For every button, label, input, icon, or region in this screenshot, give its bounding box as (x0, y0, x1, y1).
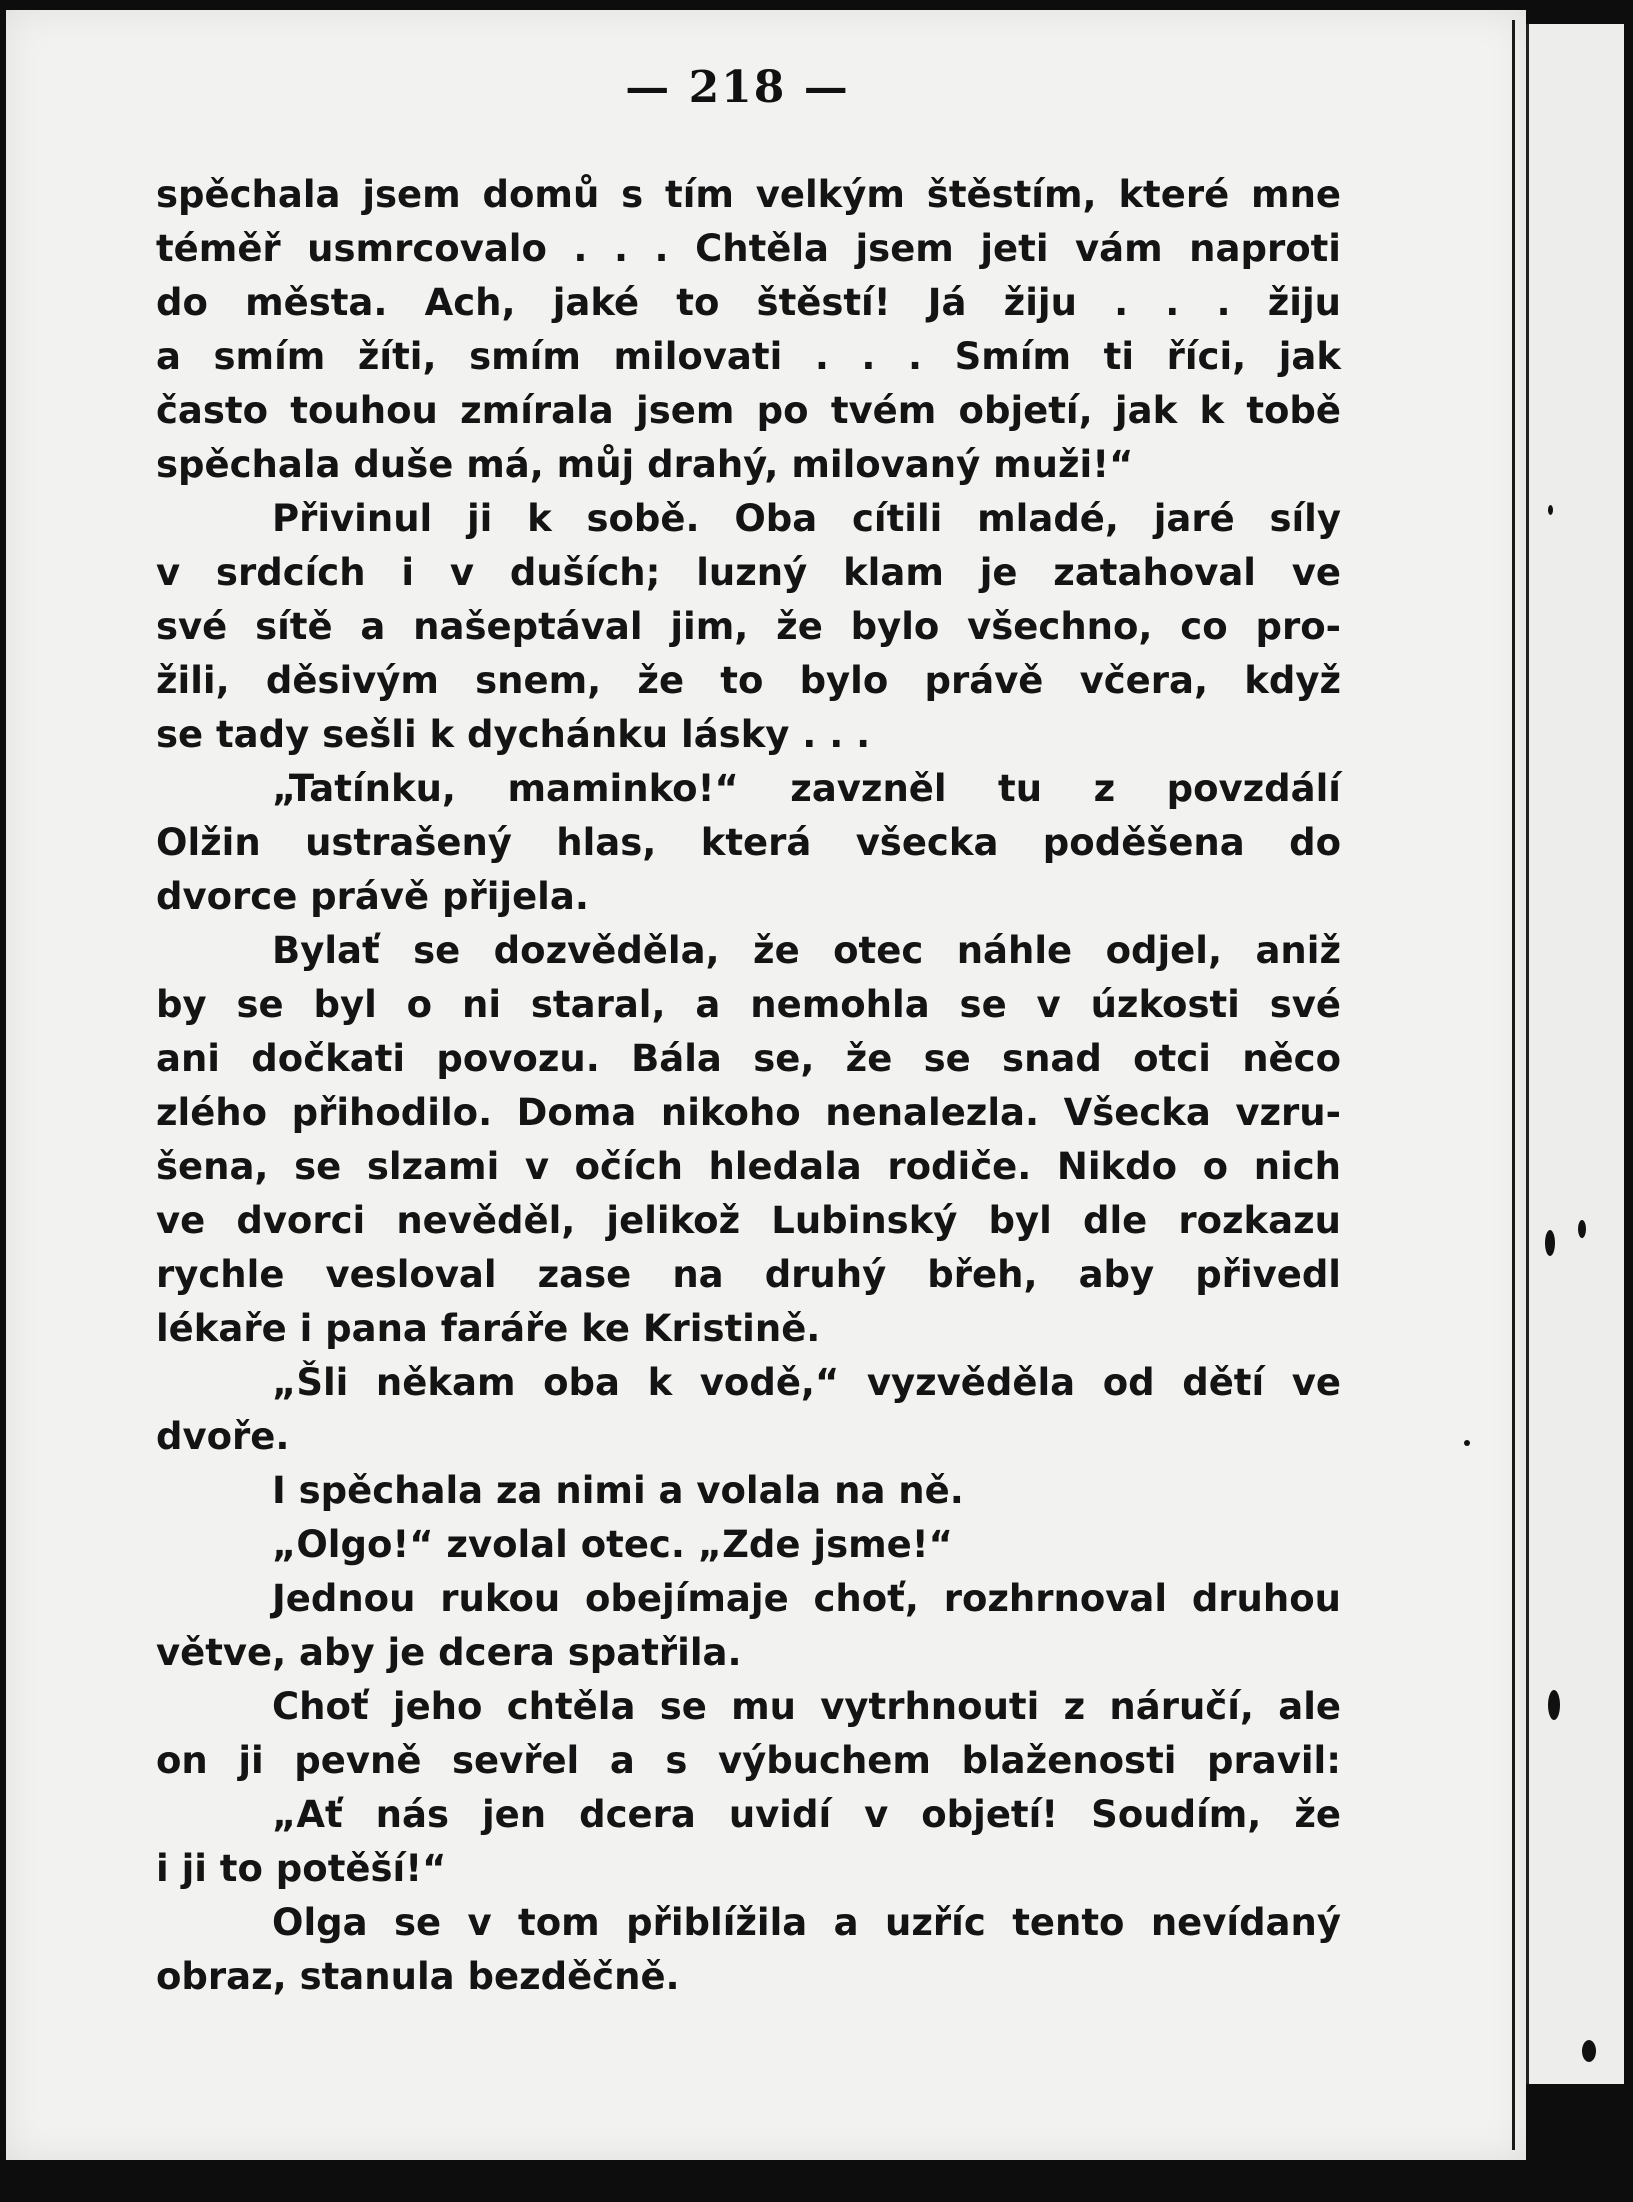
text-line: a smím žíti, smím milovati . . . Smím ti říci, jak (156, 335, 1341, 378)
text-line: Olga se v tom přiblížila a uzříc tento nevídaný (272, 1901, 1341, 1944)
text-line: do města. Ach, jaké to štěstí! Já žiju . . . žiju (156, 281, 1341, 324)
text-line: v srdcích i v duších; luzný klam je zatahoval ve (156, 551, 1341, 594)
text-line: „Olgo!“ zvolal otec. „Zde jsme!“ (272, 1523, 953, 1566)
text-line: by se byl o ni staral, a nemohla se v úzkosti své (156, 983, 1341, 1026)
scan-speck (1545, 1230, 1555, 1256)
text-line: žili, děsivým snem, že to bylo právě včera, když (156, 659, 1341, 702)
text-line: spěchala jsem domů s tím velkým štěstím, které mne (156, 173, 1341, 216)
text-line: šena, se slzami v očích hledala rodiče. Nikdo o nich (156, 1145, 1341, 1188)
book-page (6, 10, 1526, 2160)
scan-speck (1582, 2040, 1596, 2062)
text-line: Jednou rukou obejímaje choť, rozhrnoval druhou (272, 1577, 1341, 1620)
text-line: on ji pevně sevřel a s výbuchem blaženosti pravil: (156, 1739, 1341, 1782)
text-line: dvoře. (156, 1415, 290, 1458)
text-line: Olžin ustrašený hlas, která všecka poděšena do (156, 821, 1341, 864)
text-line: Choť jeho chtěla se mu vytrhnouti z náručí, ale (272, 1685, 1341, 1728)
text-line: téměř usmrcovalo . . . Chtěla jsem jeti vám naproti (156, 227, 1341, 270)
text-line: své sítě a našeptával jim, že bylo všechno, co pro- (156, 605, 1341, 648)
text-line: I spěchala za nimi a volala na ně. (272, 1469, 964, 1512)
text-line: se tady sešli k dychánku lásky . . . (156, 713, 871, 756)
text-line: ve dvorci nevěděl, jelikož Lubinský byl dle rozkazu (156, 1199, 1341, 1242)
text-line: i ji to potěší!“ (156, 1847, 447, 1890)
page-number: — 218 — (625, 62, 850, 113)
scan-speck (1548, 505, 1553, 515)
text-line: „Šli někam oba k vodě,“ vyzvěděla od dětí ve (272, 1361, 1341, 1404)
text-line: „Ať nás jen dcera uvidí v objetí! Soudím, že (272, 1793, 1341, 1836)
text-line: rychle vesloval zase na druhý břeh, aby přivedl (156, 1253, 1341, 1296)
text-line: lékaře i pana faráře ke Kristině. (156, 1307, 821, 1350)
text-line: Přivinul ji k sobě. Oba cítili mladé, jaré síly (272, 497, 1341, 540)
scan-speck (1464, 1440, 1470, 1446)
scan-speck (1578, 1220, 1586, 1238)
text-line: větve, aby je dcera spatřila. (156, 1631, 742, 1674)
text-line: obraz, stanula bezděčně. (156, 1955, 680, 1998)
text-line: často touhou zmírala jsem po tvém objetí, jak k tobě (156, 389, 1341, 432)
body-text (156, 168, 1341, 2004)
text-line: „Tatínku, maminko!“ zavzněl tu z povzdálí (272, 767, 1341, 810)
text-line: spěchala duše má, můj drahý, milovaný muži!“ (156, 443, 1134, 486)
scan-speck (1548, 1690, 1560, 1720)
text-line: Bylať se dozvěděla, že otec náhle odjel, aniž (272, 929, 1341, 972)
text-line: dvorce právě přijela. (156, 875, 589, 918)
page-edge-shadow (1512, 20, 1515, 2150)
text-line: ani dočkati povozu. Bála se, že se snad otci něco (156, 1037, 1341, 1080)
adjacent-page-edge (1526, 24, 1624, 2084)
text-line: zlého přihodilo. Doma nikoho nenalezla. Všecka vzru- (156, 1091, 1341, 1134)
